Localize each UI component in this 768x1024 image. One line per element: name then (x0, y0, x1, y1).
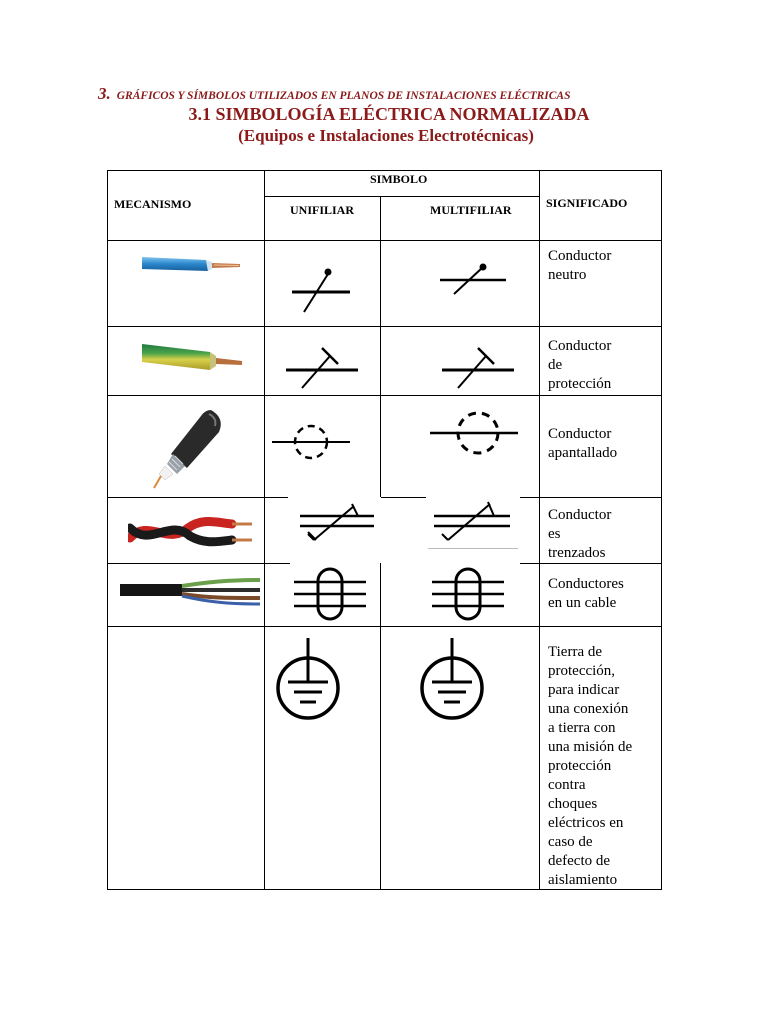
blue-wire-icon (140, 254, 244, 276)
meaning-row-6 (548, 643, 658, 890)
conductors-in-cable-symbol-icon (292, 566, 368, 622)
meaning-line: Conductor (548, 338, 612, 354)
meaning-row-4 (548, 506, 658, 563)
protective-earth-symbol-icon (274, 636, 342, 722)
meaning-line: protección (548, 758, 612, 774)
meaning-line: choques (548, 796, 598, 812)
protection-conductor-symbol-icon (440, 344, 516, 394)
protective-earth-symbol-icon (418, 636, 486, 722)
meaning-line: Conductor (548, 426, 612, 442)
meaning-line: es (548, 526, 561, 542)
neutral-conductor-symbol-icon (288, 262, 352, 316)
meaning-line: una misión de (548, 739, 633, 755)
protection-conductor-symbol-icon (284, 344, 360, 394)
coaxial-cable-icon (145, 406, 227, 490)
shielded-conductor-symbol-icon (428, 408, 520, 458)
twisted-conductors-symbol-icon (296, 502, 376, 546)
meaning-line: Conductor (548, 507, 612, 523)
meaning-line: Tierra de (548, 644, 603, 660)
header-unifiliar: UNIFILIAR (290, 203, 355, 217)
meaning-row-1 (548, 247, 658, 285)
meaning-line: a tierra con (548, 720, 616, 736)
meaning-line: neutro (548, 267, 587, 283)
twisted-pair-cable-icon (128, 512, 256, 552)
meaning-line: protección (548, 376, 612, 392)
twisted-conductors-symbol-icon (430, 500, 512, 546)
meaning-line: eléctricos en (548, 815, 624, 831)
meaning-line: una conexión (548, 701, 629, 717)
meaning-line: caso de (548, 834, 593, 850)
meaning-line: aislamiento (548, 872, 618, 888)
header-mecanismo: MECANISMO (114, 197, 192, 211)
meaning-line: defecto de (548, 853, 611, 869)
meaning-line: Conductor (548, 248, 612, 264)
conductors-in-cable-symbol-icon (430, 566, 506, 622)
meaning-line: para indicar (548, 682, 620, 698)
green-yellow-wire-icon (140, 340, 246, 374)
meaning-line: protección, (548, 663, 616, 679)
subsection-title: 3.1 SIMBOLOGÍA ELÉCTRICA NORMALIZADA (188, 104, 590, 124)
meaning-line: contra (548, 777, 586, 793)
meaning-row-2 (548, 337, 658, 394)
section-number: 3. (98, 84, 111, 103)
header-multifiliar: MULTIFILIAR (430, 203, 512, 217)
multicore-cable-icon (118, 574, 264, 606)
shielded-conductor-symbol-icon (270, 422, 352, 466)
neutral-conductor-symbol-icon (436, 262, 508, 298)
meaning-line: apantallado (548, 445, 618, 461)
meaning-row-5 (548, 575, 658, 613)
subsection-subtitle: (Equipos e Instalaciones Electrotécnicas) (238, 126, 534, 145)
meaning-line: de (548, 357, 563, 373)
meaning-line: trenzados (548, 545, 606, 561)
meaning-line: Conductores (548, 576, 624, 592)
section-title: GRÁFICOS Y SÍMBOLOS UTILIZADOS EN PLANOS DE INSTALACIONES ELÉCTRICAS (116, 90, 571, 102)
meaning-line: en un cable (548, 595, 617, 611)
meaning-row-3 (548, 425, 658, 463)
header-significado: SIGNIFICADO (546, 196, 628, 210)
header-simbolo: SIMBOLO (370, 172, 428, 186)
